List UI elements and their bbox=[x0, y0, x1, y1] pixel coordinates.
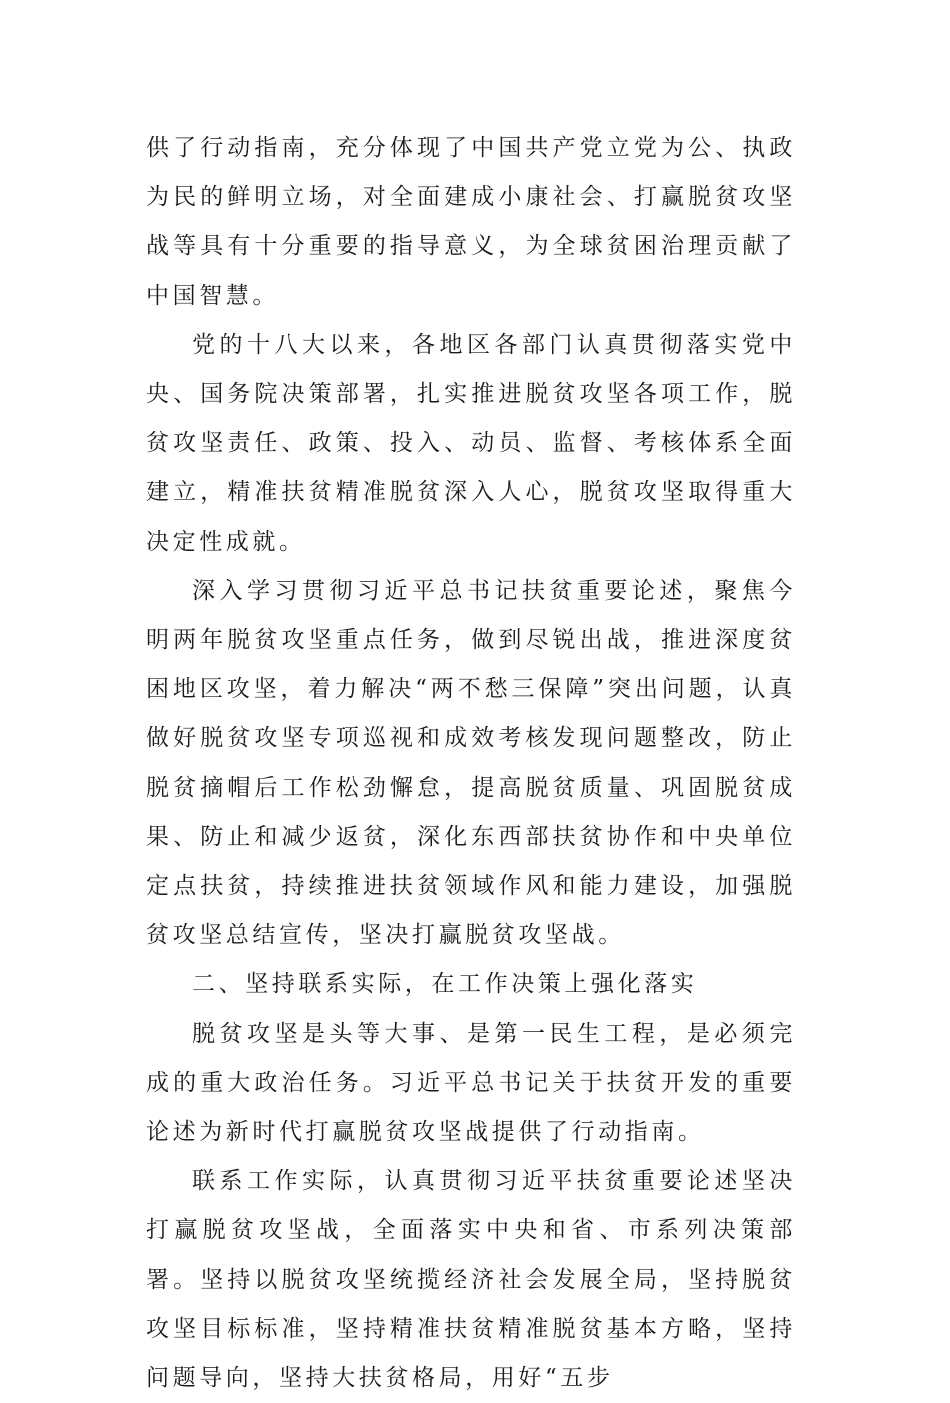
paragraph-continuation: 供了行动指南，充分体现了中国共产党立党为公、执政为民的鲜明立场，对全面建成小康社会、打赢脱贫攻坚战等具有十分重要的指导意义，为全球贫困治理贡献了中国智慧。 bbox=[146, 135, 796, 309]
section-heading: 二、坚持联系实际，在工作决策上强化落实 bbox=[192, 971, 698, 998]
paragraph-implementation: 联系工作实际，认真贯彻习近平扶贫重要论述坚决打赢脱贫攻坚战，全面落实中央和省、市系列决策部署。坚持以脱贫攻坚统揽经济社会发展全局，坚持脱贫攻坚目标标准，坚持精准扶贫精准脱贫基本方略，坚持问题导向，坚持大扶贫格局，用好“五步 bbox=[146, 1168, 796, 1392]
paragraph-study-tasks: 深入学习贯彻习近平总书记扶贫重要论述，聚焦今明两年脱贫攻坚重点任务，做到尽锐出战，推进深度贫困地区攻坚，着力解决“两不愁三保障”突出问题，认真做好脱贫攻坚专项巡视和成效考核发现问题整改，防止脱贫摘帽后工作松劲懈怠，提高脱贫质量、巩固脱贫成果、防止和减少返贫，深化东西部扶贫协作和中央单位定点扶贫，持续推进扶贫领域作风和能力建设，加强脱贫攻坚总结宣传，坚决打赢脱贫攻坚战。 bbox=[146, 577, 796, 949]
paragraph-priority: 脱贫攻坚是头等大事、是第一民生工程，是必须完成的重大政治任务。习近平总书记关于扶贫开发的重要论述为新时代打赢脱贫攻坚战提供了行动指南。 bbox=[146, 1020, 796, 1146]
paragraph-achievements: 党的十八大以来，各地区各部门认真贯彻落实党中央、国务院决策部署，扎实推进脱贫攻坚各项工作，脱贫攻坚责任、政策、投入、动员、监督、考核体系全面建立，精准扶贫精准脱贫深入人心，脱贫攻坚取得重大决定性成就。 bbox=[146, 331, 796, 555]
document-body bbox=[146, 124, 796, 1403]
